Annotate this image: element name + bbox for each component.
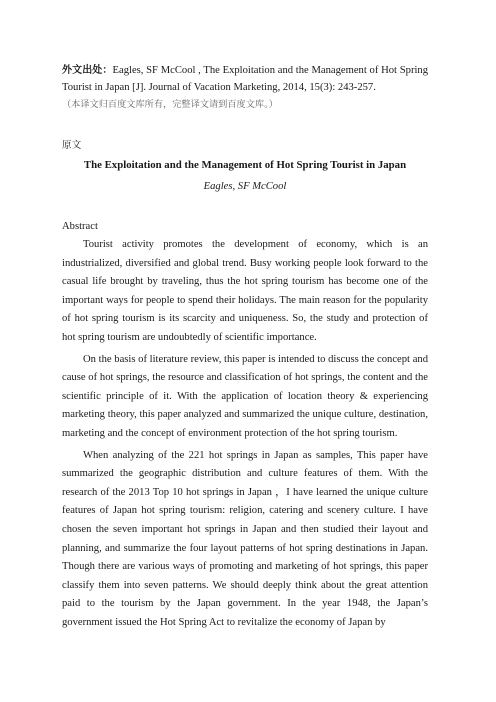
citation-block bbox=[62, 62, 428, 113]
abstract-paragraph-3: When analyzing of the 221 hot springs in Japan as samples, This paper have summarized the geographic distribution and culture features of them. With the research of the 2013 Top 10 hot springs in Japan ，I have learned the unique culture features of Japan hot spring tourism: religion, catering and scenery culture. I have chosen the seven important hot springs in Japan and then studied their layout and planning, and summarize the four layout patterns of hot spring destinations in Japan. Though there are various ways of promoting and marketing of hot springs, this paper classify them into seven patterns. We should deeply think about the great attention paid to the tourism by the Japan government. In the year 1948, the Japan’s government issued the Hot Spring Act to revitalize the economy of Japan by bbox=[62, 449, 428, 628]
abstract-heading: Abstract bbox=[62, 221, 98, 232]
abstract-body bbox=[62, 236, 428, 632]
paper-authors: Eagles, SF McCool bbox=[203, 181, 287, 192]
abstract-paragraph-1: Tourist activity promotes the development of economy, which is an industrialized, diversified and global trend. Busy working people look forward to the casual life brought by traveling, thus the hot spring tourism has become one of the important ways for people to spend their holidays. The main reason for the popularity of hot spring tourism is its scarcity and uniqueness. So, the study and protection of hot spring tourism are undoubtedly of scientific importance. bbox=[62, 239, 428, 343]
section-label-original: 原文 bbox=[62, 140, 82, 151]
paper-title: The Exploitation and the Management of Hot Spring Tourist in Japan bbox=[83, 159, 407, 171]
citation-label: 外文出处： bbox=[62, 65, 113, 76]
citation-text: Eagles, SF McCool , The Exploitation and the Management of Hot Spring Tourist in Japan [J]. Journal of Vacation Marketing, 2014, 15(3): 243-257. bbox=[62, 65, 429, 93]
copyright-note: （本译文归百度文库所有，完整译文请到百度文库。） bbox=[62, 99, 278, 110]
abstract-paragraph-2: On the basis of literature review, this paper is intended to discuss the concept and cause of hot springs, the resource and classification of hot springs, the content and the scientific principle of it. With the application of location theory & experiencing marketing theory, this paper analyzed and summarized the unique culture, destination, marketing and the concept of environment protection of the hot spring tourism. bbox=[62, 353, 428, 439]
